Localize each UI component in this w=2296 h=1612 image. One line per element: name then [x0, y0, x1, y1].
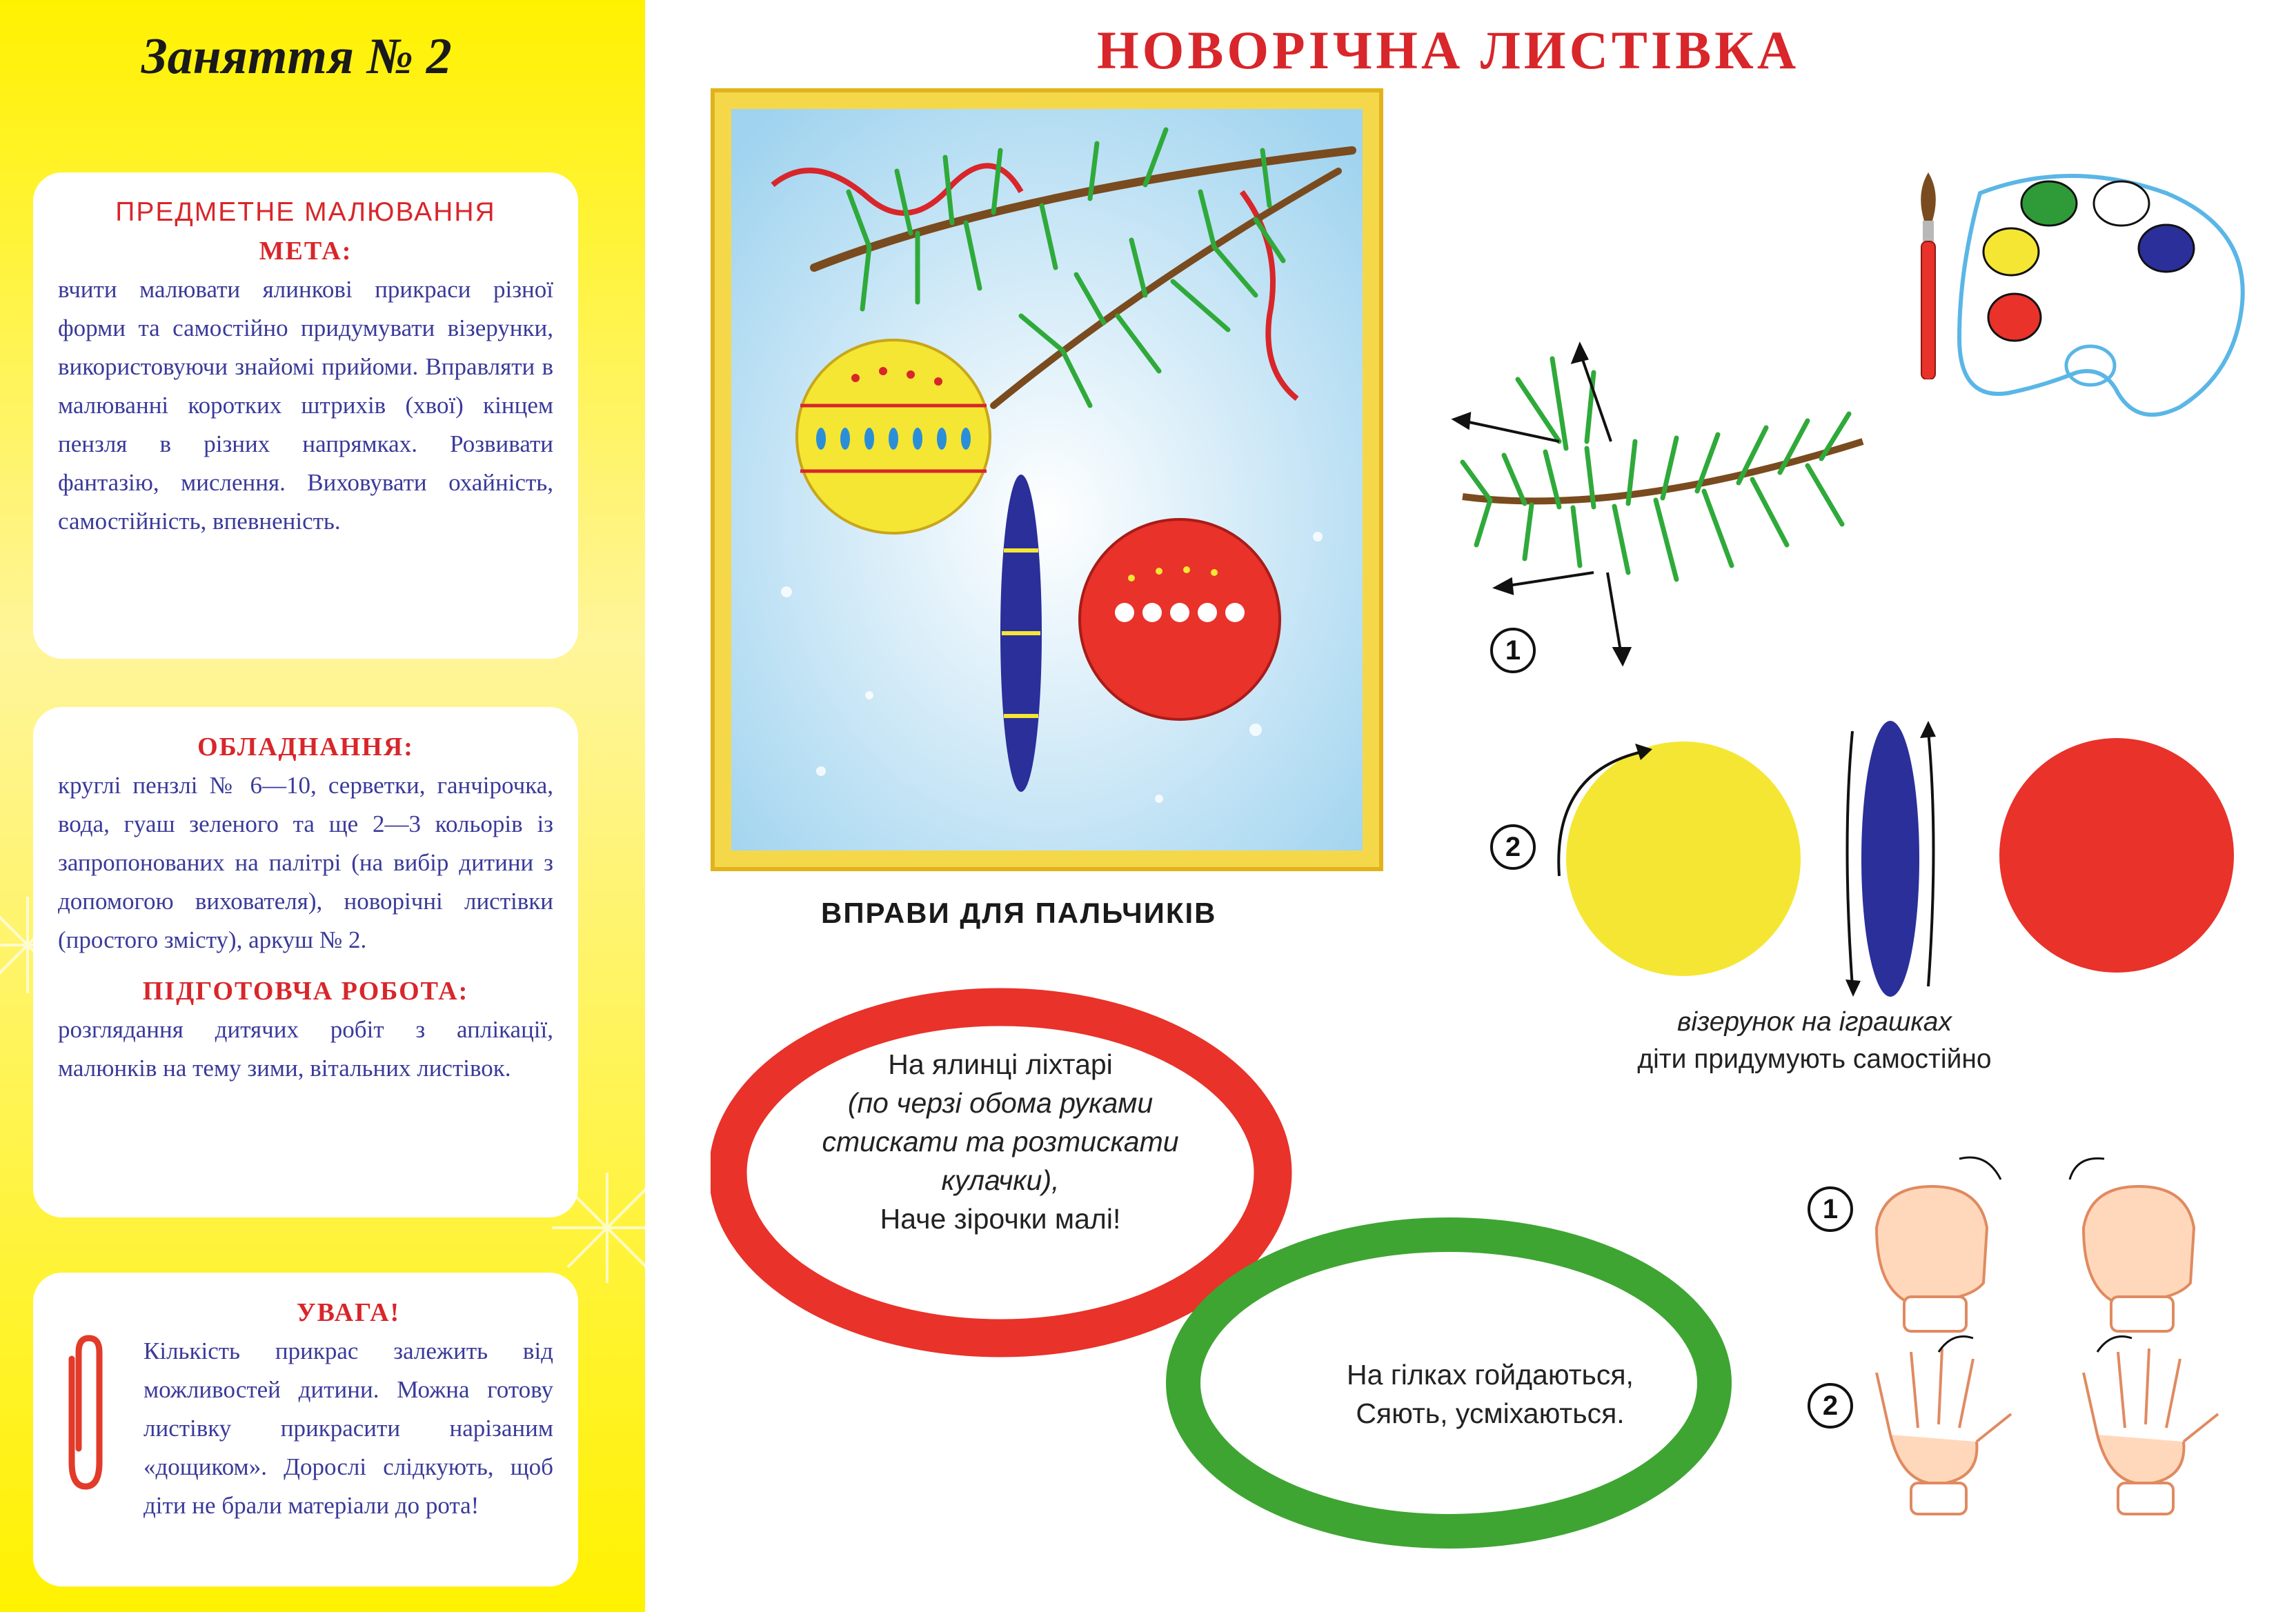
exercise-title: ВПРАВИ ДЛЯ ПАЛЬЧИКІВ — [821, 897, 1217, 929]
verse-1-line-2: (по черзі обома руками стискати та розтискати кулачки), — [822, 1087, 1179, 1196]
equipment-text: круглі пензлі № 6—10, серветки, ганчірочка, вода, гуаш зеленого та ще 2—3 кольорів із запропонованих на палітрі (на вибір дитини з допомогою вихователя), новорічні листівки (простого змісту), аркуш № 2. — [58, 772, 553, 953]
branch-step-illustration — [1449, 338, 1890, 669]
preparation-text: розглядання дитячих робіт з аплікації, малюнків на тему зими, вітальних листівок. — [58, 1016, 553, 1082]
verse-2-line-2: Сяють, усміхаються. — [1356, 1397, 1625, 1429]
step-2-badge: 2 — [1490, 824, 1536, 870]
attention-heading: УВАГА! — [296, 1298, 401, 1327]
verse-1 — [786, 1045, 1214, 1238]
goal-heading: МЕТА: — [259, 237, 353, 266]
hand-step-2-badge: 2 — [1808, 1383, 1853, 1429]
preparation-heading: ПІДГОТОВЧА РОБОТА: — [142, 977, 469, 1006]
goal-card — [33, 172, 578, 659]
verse-2 — [1283, 1355, 1697, 1433]
hand-step-1-badge: 1 — [1808, 1186, 1853, 1232]
caption-line-1: візерунок на іграшках — [1677, 1007, 1952, 1037]
attention-card — [33, 1273, 578, 1586]
paperclip-icon — [58, 1331, 113, 1497]
verse-1-line-3: Наче зірочки малі! — [880, 1203, 1121, 1235]
goal-text: вчити малювати ялинкові прикраси різної форми та самостійно придумувати візерунки, використовуючи знайомі прийоми. Вправляти в малюванні коротких штрихів (хвої) кінцем пензля в різних напрямках. Розвивати фантазію, мислення. Виховувати охайність, самостійність, впевненість. — [58, 276, 553, 535]
attention-text: Кількість прикрас залежить від можливостей дитини. Можна готову листівку прикрасити нарізаним «дощиком». Дорослі слідкують, щоб діти не брали матеріали до рота! — [144, 1337, 553, 1519]
lesson-type: ПРЕДМЕТНЕ МАЛЮВАННЯ — [115, 197, 496, 227]
sidebar — [0, 0, 645, 1612]
greeting-card-image — [731, 109, 1363, 850]
brush-icon — [1908, 172, 1949, 379]
equipment-card — [33, 707, 578, 1217]
verse-1-line-1: На ялинці ліхтарі — [888, 1048, 1113, 1080]
greeting-card-illustration — [711, 88, 1383, 871]
equipment-heading: ОБЛАДНАННЯ: — [197, 733, 414, 762]
verse-2-line-1: На гілках гойдаються, — [1347, 1359, 1634, 1391]
page-title: НОВОРІЧНА ЛИСТІВКА — [1097, 20, 1800, 80]
caption-line-2: діти придумують самостійно — [1637, 1044, 1992, 1074]
hands-illustration — [1863, 1145, 2263, 1580]
step-1-badge: 1 — [1490, 628, 1536, 673]
lesson-number: Заняття № 2 — [141, 28, 452, 85]
